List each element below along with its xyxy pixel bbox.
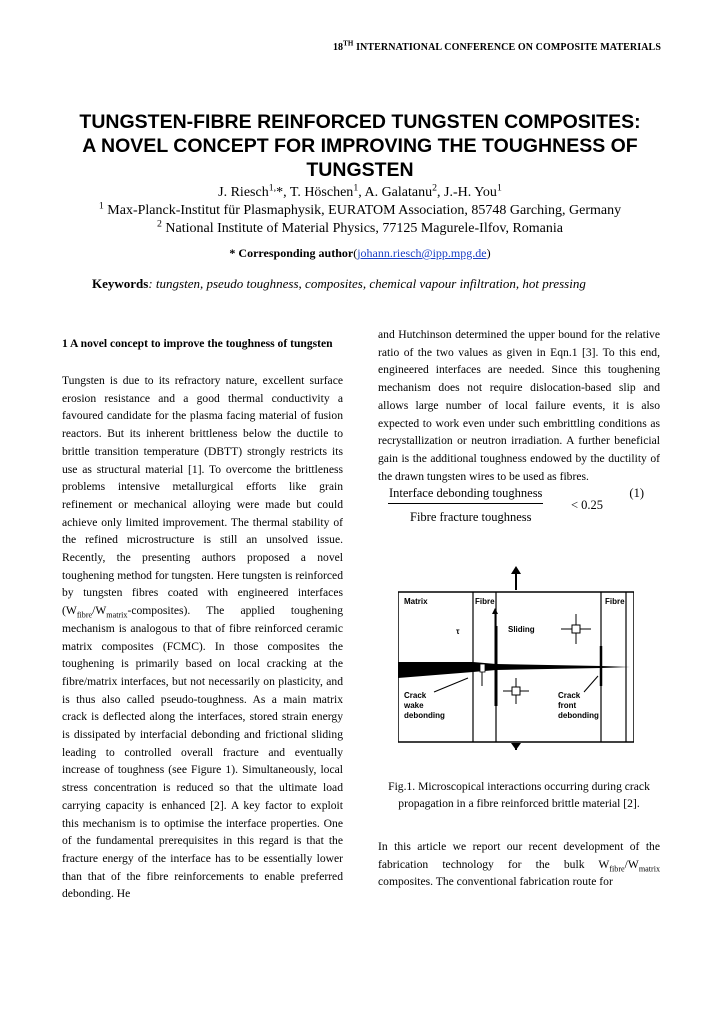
figure-1 [398, 566, 634, 750]
keywords: Keywords: tungsten, pseudo toughness, composites, chemical vapour infiltration, hot pressing [92, 276, 586, 291]
label-wake-1: Crack [404, 691, 427, 700]
column-left-body [62, 372, 343, 903]
equation-label: (1) [629, 486, 644, 500]
paragraph: Tungsten is due to its refractory nature, excellent surface erosion resistance and a good thermal conductivity a favoured candidate for the plasma facing material of fusion reactors. But its inherent brittleness below the ductile to brittle transition temperature (DBTT) strongly restricts its use as structural material [1]. To overcome the brittleness problems intensive metallurgical efforts like grain refinement or mechanical alloying were made but could achieve only limited improvement. The thermal stability of the refined microstructure is still an unsolved issue. Recently, the presenting authors proposed a novel toughening method for tungsten. Here tungsten is reinforced by tungsten fibres coated with engineered interfaces $(W_{fibre}/W_{matrix}-composites)$. The applied toughening mechanism is analogous to that of fibre reinforced ceramic matrix composites (FCMC). In those composites the toughening is primarily based on local cracking at the fibre/matrix interfaces, but not necessarily on plasticity, and is thus also called pseudo-toughness. As a main matrix crack is deflected along the interfaces, stored strain energy is dissipated by interfacial debonding and frictional sliding leading to controlled overall fracture and eventually increase of toughness (see Figure 1). Simultaneously, local stress concentration is reduced so that the ultimate load carrying capacity is enhanced [2]. A key factor to exploit this mechanism is to optimise the interface properties. One of the fundamental prerequisites in this regard is that the fracture energy of the interface has to be essentially lower than that of the fibre reinforcements to enable preferred debonding. He [62, 374, 343, 901]
label-front-3: debonding [558, 711, 599, 720]
section-heading: 1 A novel concept to improve the toughness of tungsten [62, 337, 333, 350]
label-matrix: Matrix [404, 597, 428, 606]
fibre-crack-diagram [398, 566, 634, 750]
author-block [60, 184, 660, 238]
paper-title [60, 110, 660, 182]
email-link[interactable]: johann.riesch@ipp.mpg.de [357, 246, 487, 260]
label-tau: τ [456, 627, 460, 636]
label-fibre-2: Fibre [605, 597, 625, 606]
label-wake-3: debonding [404, 711, 445, 720]
label-fibre-1: Fibre [475, 597, 495, 606]
label-wake-2: wake [404, 701, 424, 710]
label-front-1: Crack [558, 691, 581, 700]
equation-denominator: Fibre fracture toughness [410, 510, 532, 524]
affiliation-1: $^1$ Max-Planck-Institut für Plasmaphysik, EURATOM Association, 85748 Garching, Germany [98, 200, 622, 218]
title-line-1: TUNGSTEN-FIBRE REINFORCED TUNGSTEN COMPOSITES: [79, 111, 641, 133]
title-line-2: A NOVEL CONCEPT FOR IMPROVING THE TOUGHNESS OF [82, 135, 638, 157]
corresponding-author: * Corresponding author(johann.riesch@ipp.mpg.de) [229, 246, 491, 260]
figure-caption: Fig.1. Microscopical interactions occurring during crack propagation in a fibre reinforced brittle material [2]. [388, 780, 650, 810]
label-sliding: Sliding [508, 625, 535, 634]
author-list: J. Riesch$^{1,}$*, T. Höschen$^1$, A. Galatanu$^2$, J.-H. You$^1$ [218, 182, 502, 200]
equation-1 [388, 486, 660, 530]
equation-numerator: Interface debonding toughness [388, 486, 543, 504]
column-right-body [378, 326, 660, 485]
paragraph: and Hutchinson determined the upper bound for the relative ratio of the two values as given in Eqn.1 [3]. To this end, engineered interfaces are needed. Since this toughening mechanism does not require dislocation-based slip and allows large number of local failure events, it is also expected to work even under such embrittling conditions as recrystallization or neutron irradiation. A further beneficial gain is the additional toughness endowed by the ductility of the drawn tungsten wires to be used as fibres. [378, 328, 660, 483]
title-line-3: TUNGSTEN [306, 159, 414, 181]
paragraph: In this article we report our recent development of the fabrication technology for the bulk $W_{fibre}/W_{matrix}$ composites. The conventional fabrication route for [378, 840, 660, 889]
affiliation-2: $^2$ National Institute of Material Physics, 77125 Magurele-Ilfov, Romania [156, 218, 564, 236]
equation-relation: < 0.25 [571, 498, 604, 512]
column-right-body-2 [378, 838, 660, 891]
label-front-2: front [558, 701, 577, 710]
